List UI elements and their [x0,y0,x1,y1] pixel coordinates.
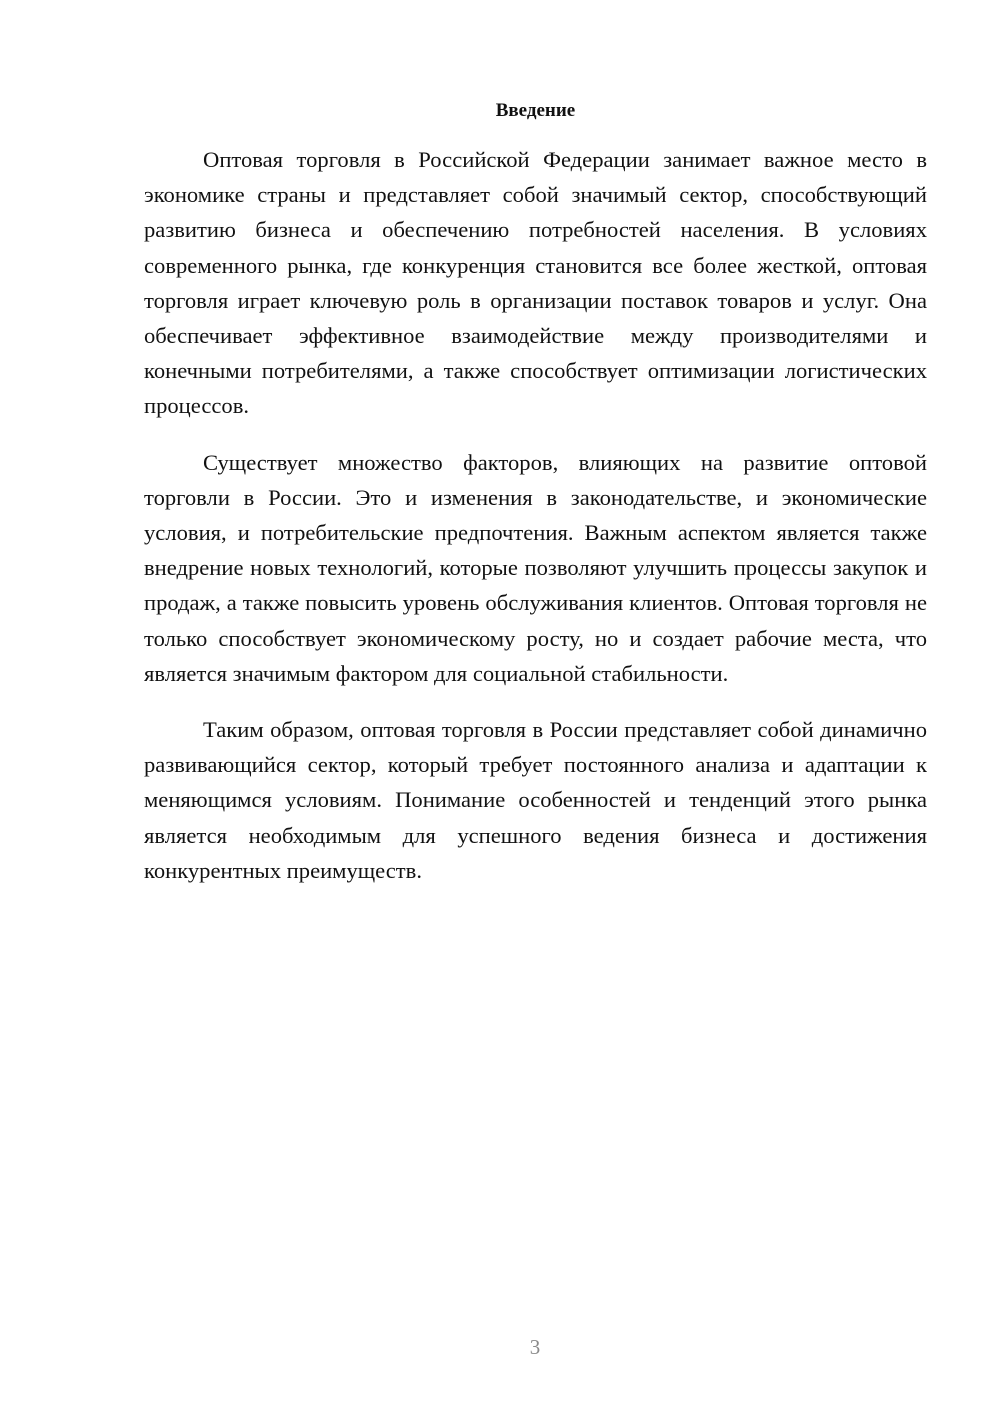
body-text [144,142,927,888]
paragraph-2: Существует множество факторов, влияющих на развитие оптовой торговли в России. Это и изменения в законодательстве, и экономические условия, и потребительские предпочтения. Важным аспектом является также внедрение новых технологий, которые позволяют улучшить процессы закупок и продаж, а также повысить уровень обслуживания клиентов. Оптовая торговля не только способствует экономическому росту, но и создает рабочие места, что является значимым фактором для социальной стабильности. [144,449,927,686]
paragraph-3: Таким образом, оптовая торговля в России представляет собой динамично развивающийся сектор, который требует постоянного анализа и адаптации к меняющимся условиям. Понимание особенностей и тенденций этого рынка является необходимым для успешного ведения бизнеса и достижения конкурентных преимуществ. [144,717,927,883]
paragraph-1: Оптовая торговля в Российской Федерации занимает важное место в экономике страны и представляет собой значимый сектор, способствующий развитию бизнеса и обеспечению потребностей населения. В условиях современного рынка, где конкуренция становится все более жесткой, оптовая торговля играет ключевую роль в организации поставок товаров и услуг. Она обеспечивает эффективное взаимодействие между производителями и конечными потребителями, а также способствует оптимизации логистических процессов. [144,147,927,419]
section-title: Введение [495,100,576,121]
page-number: 3 [529,1335,541,1359]
